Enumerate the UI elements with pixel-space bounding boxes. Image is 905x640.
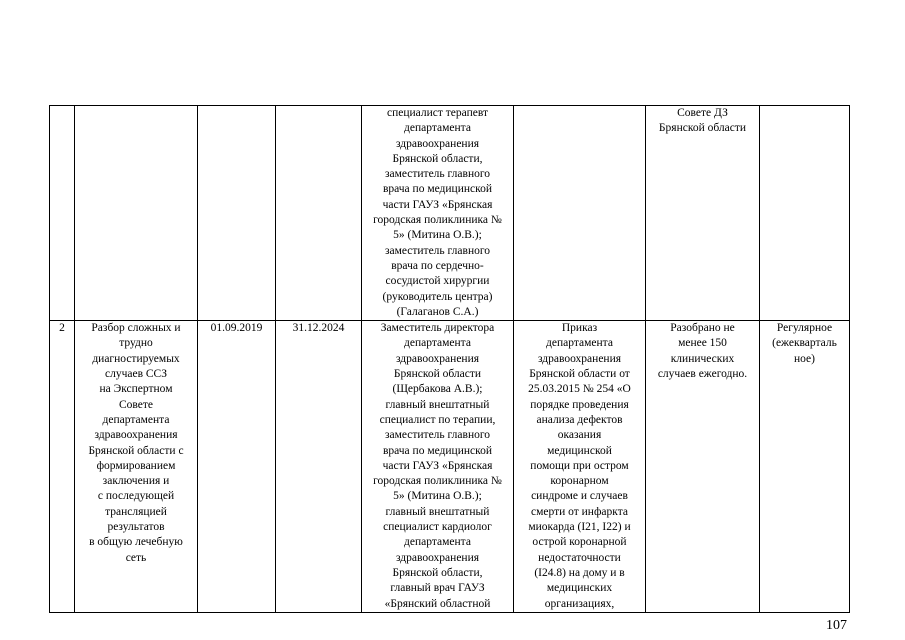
cell-basis: Приказ департамента здравоохранения Брянской области от 25.03.2015 № 254 «О порядке проведения анализа дефектов оказания медицинской помощи при остром коронарном синдроме и случаев смерти от инфаркта миокарда (I21, I22) и острой коронарной недостаточности (I24.8) на дому и в медицинских организациях, — [514, 321, 646, 613]
cell-number — [50, 106, 75, 321]
cell-type: Регулярное (ежекварталь ное) — [760, 321, 850, 613]
page-number: 107 — [826, 618, 847, 633]
cell-event — [75, 106, 198, 321]
cell-event: Разбор сложных и трудно диагностируемых случаев ССЗ на Экспертном Совете департамента здравоохранения Брянской области с формированием заключения и с последующей трансляцией результатов в общую лечебную сеть — [75, 321, 198, 613]
cell-end-date — [276, 106, 362, 321]
cell-number: 2 — [50, 321, 75, 613]
cell-result: Разобрано не менее 150 клинических случаев ежегодно. — [646, 321, 760, 613]
measures-table — [49, 105, 850, 613]
cell-responsible: специалист терапевт департамента здравоохранения Брянской области, заместитель главного врача по медицинской части ГАУЗ «Брянская городская поликлиника № 5» (Митина О.В.); заместитель главного врача по сердечно- сосудистой хирургии (руководитель центра) (Галаганов С.А.) — [362, 106, 514, 321]
cell-basis — [514, 106, 646, 321]
cell-start-date: 01.09.2019 — [198, 321, 276, 613]
cell-start-date — [198, 106, 276, 321]
table-row — [50, 321, 850, 613]
cell-end-date: 31.12.2024 — [276, 321, 362, 613]
cell-result: Совете ДЗ Брянской области — [646, 106, 760, 321]
cell-responsible: Заместитель директора департамента здравоохранения Брянской области (Щербакова А.В.); главный внештатный специалист по терапии, заместитель главного врача по медицинской части ГАУЗ «Брянская городская поликлиника № 5» (Митина О.В.); главный внештатный специалист кардиолог департамента здравоохранения Брянской области, главный врач ГАУЗ «Брянский областной — [362, 321, 514, 613]
cell-type — [760, 106, 850, 321]
table-row — [50, 106, 850, 321]
